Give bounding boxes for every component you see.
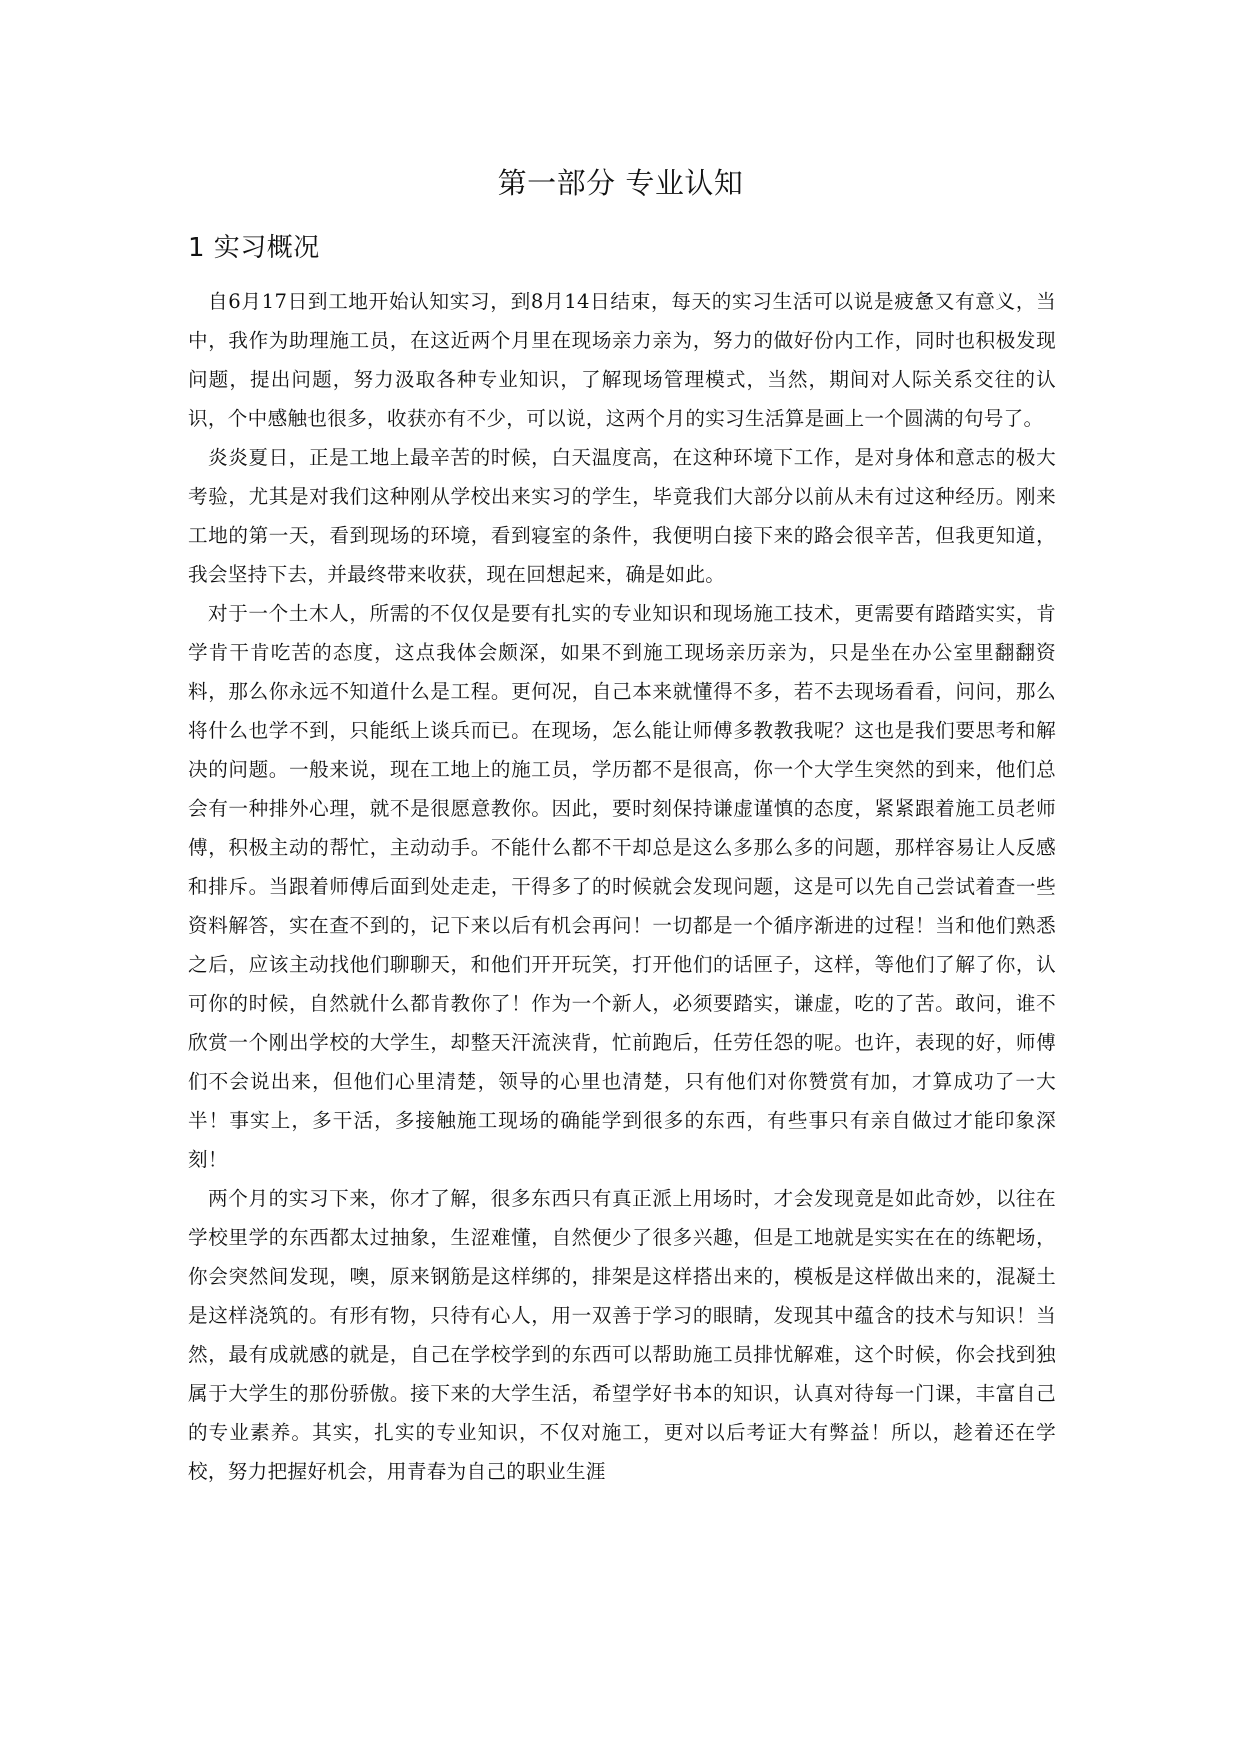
paragraph-4: 两个月的实习下来，你才了解，很多东西只有真正派上用场时，才会发现竟是如此奇妙，以往在学校里学的东西都太过抽象，生涩难懂，自然便少了很多兴趣，但是工地就是实实在在的练靶场，你会突然间发现，噢，原来钢筋是这样绑的，排架是这样搭出来的，模板是这样做出来的，混凝土是这样浇筑的。有形有物，只待有心人，用一双善于学习的眼睛，发现其中蕴含的技术与知识！当然，最有成就感的就是，自己在学校学到的东西可以帮助施工员排忧解难，这个时候，你会找到独属于大学生的那份骄傲。接下来的大学生活，希望学好书本的知识，认真对待每一门课，丰富自己的专业素养。其实，扎实的专业知识，不仅对施工，更对以后考证大有弊益！所以，趁着还在学校，努力把握好机会，用青春为自己的职业生涯 [188,1187,1056,1483]
part-title: 第一部分 专业认知 [497,166,744,200]
paragraph-3: 对于一个土木人，所需的不仅仅是要有扎实的专业知识和现场施工技术，更需要有踏踏实实，肯学肯干肯吃苦的态度，这点我体会颇深，如果不到施工现场亲历亲为，只是坐在办公室里翻翻资料，那么你永远不知道什么是工程。更何况，自己本来就懂得不多，若不去现场看看，问问，那么将什么也学不到，只能纸上谈兵而已。在现场，怎么能让师傅多教教我呢？这也是我们要思考和解决的问题。一般来说，现在工地上的施工员，学历都不是很高，你一个大学生突然的到来，他们总会有一种排外心理，就不是很愿意教你。因此，要时刻保持谦虚谨慎的态度，紧紧跟着施工员老师傅，积极主动的帮忙，主动动手。不能什么都不干却总是这么多那么多的问题，那样容易让人反感和排斥。当跟着师傅后面到处走走，干得多了的时候就会发现问题，这是可以先自己尝试着查一些资料解答，实在查不到的，记下来以后有机会再问！一切都是一个循序渐进的过程！当和他们熟悉之后，应该主动找他们聊聊天，和他们开开玩笑，打开他们的话匣子，这样，等他们了解了你，认可你的时候，自然就什么都肯教你了！作为一个新人，必须要踏实，谦虚，吃的了苦。敢问，谁不欣赏一个刚出学校的大学生，却整天汗流浃背，忙前跑后，任劳任怨的呢。也许，表现的好，师傅们不会说出来，但他们心里清楚，领导的心里也清楚，只有他们对你赞赏有加，才算成功了一大半！事实上，多干活，多接触施工现场的确能学到很多的东西，有些事只有亲自做过才能印象深刻！ [188,602,1056,1171]
section-heading: 1 实习概况 [188,233,320,263]
body-text [188,282,1056,1491]
paragraph-1: 自6月17日到工地开始认知实习，到8月14日结束，每天的实习生活可以说是疲惫又有意义，当中，我作为助理施工员，在这近两个月里在现场亲力亲为，努力的做好份内工作，同时也积极发现问题，提出问题，努力汲取各种专业知识，了解现场管理模式，当然，期间对人际关系交往的认识，个中感触也很多，收获亦有不少，可以说，这两个月的实习生活算是画上一个圆满的句号了。 [188,290,1056,430]
paragraph-2: 炎炎夏日，正是工地上最辛苦的时候，白天温度高，在这种环境下工作，是对身体和意志的极大考验，尤其是对我们这种刚从学校出来实习的学生，毕竟我们大部分以前从未有过这种经历。刚来工地的第一天，看到现场的环境，看到寝室的条件，我便明白接下来的路会很辛苦，但我更知道，我会坚持下去，并最终带来收获，现在回想起来，确是如此。 [188,446,1056,586]
